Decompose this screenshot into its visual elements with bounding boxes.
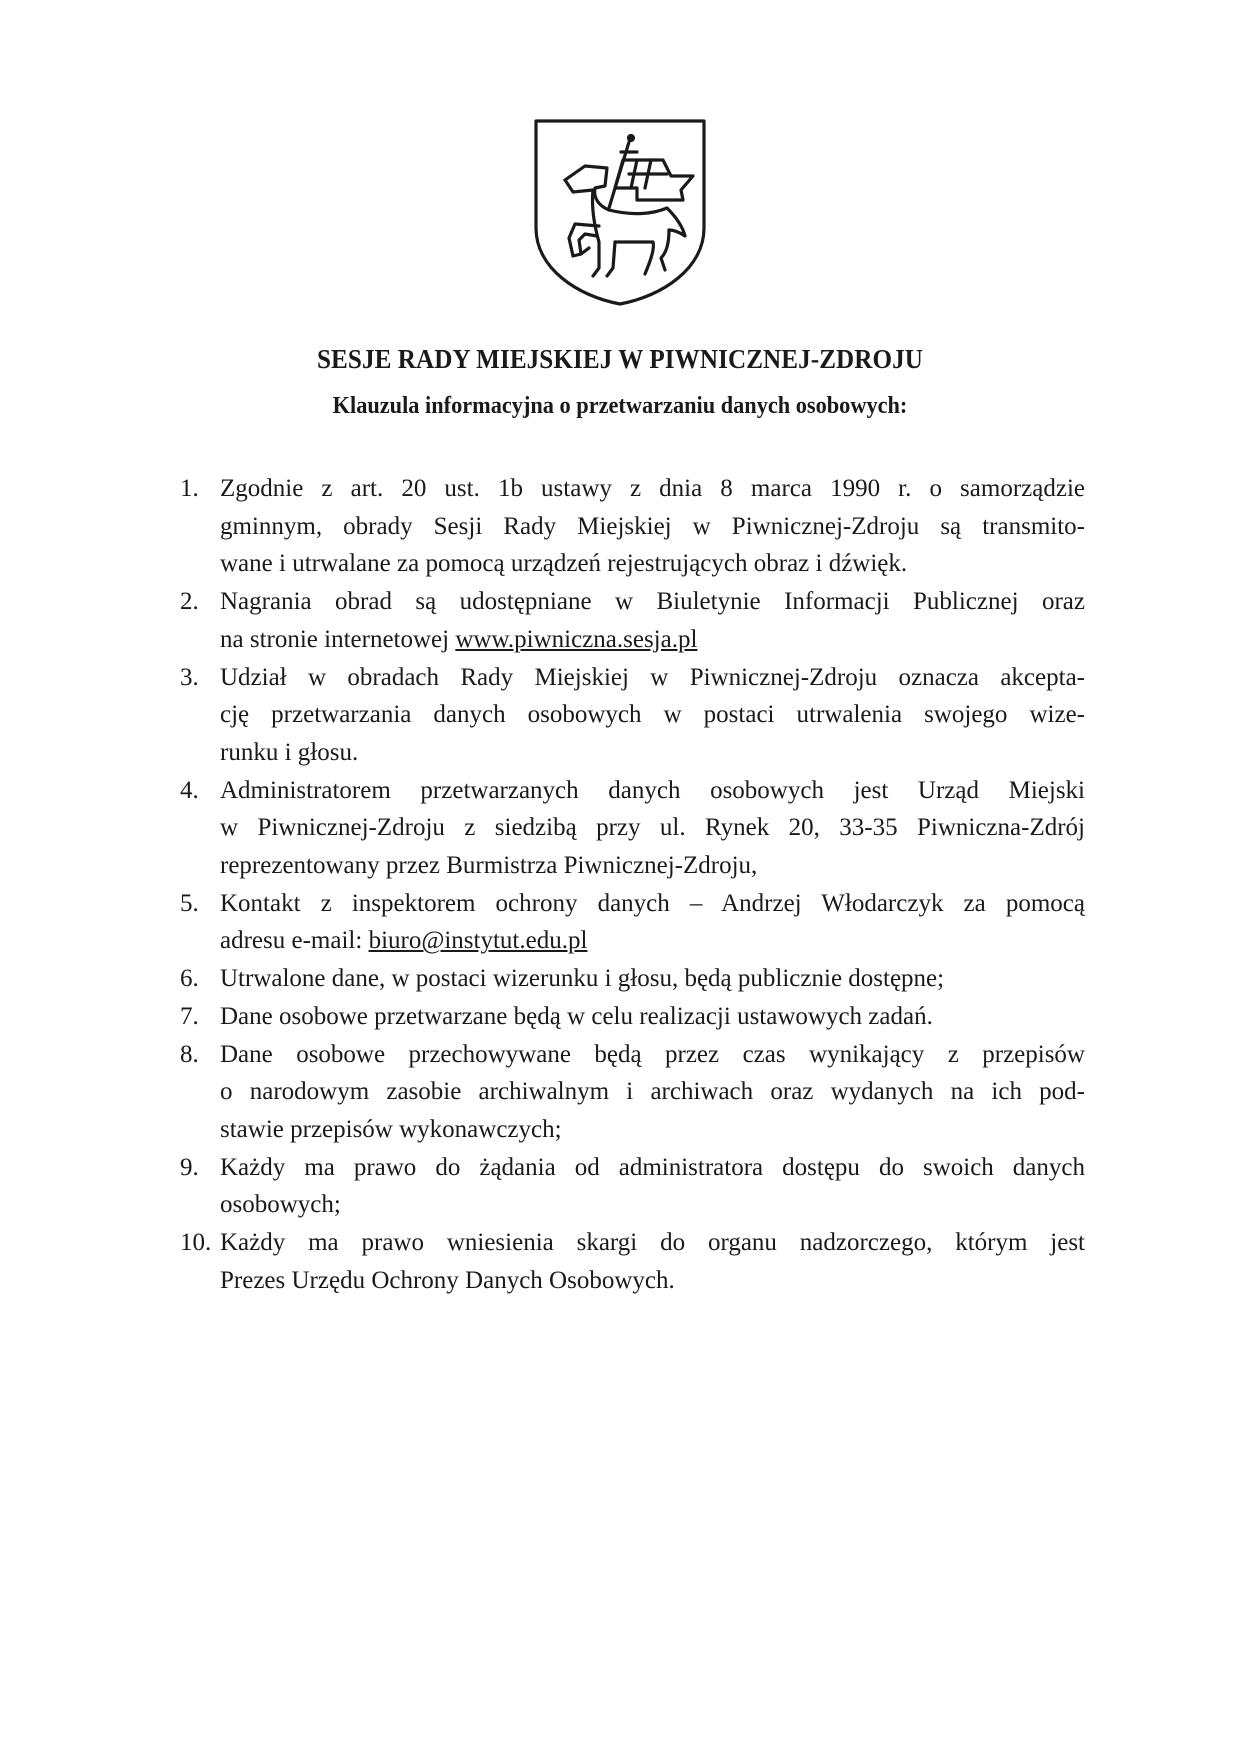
item-text-line: Utrwalone dane, w postaci wizerunku i głosu, będą publicznie dostępne; bbox=[220, 965, 945, 993]
item-number: 1. bbox=[180, 475, 199, 502]
item-text-line bbox=[220, 922, 1085, 960]
item-number: 8. bbox=[180, 1040, 199, 1068]
list-item bbox=[180, 659, 1085, 772]
item-text-line: w Piwnicznej-Zdroju z siedzibą przy ul. Rynek 20, 33-35 Piwniczna-Zdrój bbox=[220, 814, 1085, 842]
item-text: adresu e-mail: bbox=[220, 927, 369, 955]
list-item bbox=[180, 772, 1085, 885]
item-text-line: Kontakt z inspektorem ochrony danych – Andrzej Włodarczyk za pomocą bbox=[220, 889, 1085, 917]
document-subtitle: Klauzula informacyjna o przetwarzaniu danych osobowych: bbox=[332, 393, 908, 419]
item-number: 9. bbox=[180, 1153, 199, 1181]
item-number: 2. bbox=[180, 588, 199, 616]
list-item bbox=[180, 470, 1085, 583]
item-text-line: Nagrania obrad są udostępniane w Biuletynie Informacji Publicznej oraz bbox=[220, 588, 1085, 616]
document-title: SESJE RADY MIEJSKIEJ W PIWNICZNEJ-ZDROJU bbox=[316, 344, 924, 374]
item-text-line: Udział w obradach Rady Miejskiej w Piwnicznej-Zdroju oznacza akcepta- bbox=[220, 663, 1085, 691]
item-number: 7. bbox=[180, 1002, 199, 1030]
item-text-line: Dane osobowe przechowywane będą przez czas wynikający z przepisów bbox=[220, 1040, 1085, 1068]
item-number: 6. bbox=[180, 965, 199, 993]
item-text-line: osobowych; bbox=[220, 1191, 341, 1219]
website-link[interactable]: www.piwniczna.sesja.pl bbox=[455, 625, 698, 653]
list-item bbox=[180, 998, 1085, 1036]
item-text-line: o narodowym zasobie archiwalnym i archiwach oraz wydanych na ich pod- bbox=[220, 1078, 1085, 1106]
item-text-line: Zgodnie z art. 20 ust. 1b ustawy z dnia 8 marca 1990 r. o samorządzie bbox=[220, 475, 1085, 502]
coat-of-arms-icon bbox=[533, 118, 707, 306]
information-clause-list bbox=[180, 470, 1085, 1299]
email-link[interactable]: biuro@instytut.edu.pl bbox=[368, 927, 588, 955]
item-text-line: Dane osobowe przetwarzane będą w celu realizacji ustawowych zadań. bbox=[220, 1002, 933, 1030]
list-item bbox=[180, 583, 1085, 658]
list-item bbox=[180, 1036, 1085, 1149]
list-item bbox=[180, 960, 1085, 998]
item-text-line bbox=[220, 621, 1085, 659]
list-item bbox=[180, 885, 1085, 960]
item-text-line: Każdy ma prawo do żądania od administratora dostępu do swoich danych bbox=[220, 1153, 1085, 1181]
item-text-line: gminnym, obrady Sesji Rady Miejskiej w Piwnicznej-Zdroju są transmito- bbox=[220, 512, 1085, 540]
item-number: 3. bbox=[180, 663, 199, 691]
list-item bbox=[180, 1149, 1085, 1224]
item-text: na stronie internetowej bbox=[220, 625, 456, 653]
item-text-line: reprezentowany przez Burmistrza Piwnicznej-Zdroju, bbox=[220, 852, 758, 880]
item-text-line: wane i utrwalane za pomocą urządzeń rejestrujących obraz i dźwięk. bbox=[220, 550, 908, 578]
item-text-line: Administratorem przetwarzanych danych osobowych jest Urząd Miejski bbox=[220, 776, 1085, 804]
item-text-line: runku i głosu. bbox=[220, 738, 359, 766]
item-number: 10. bbox=[180, 1229, 212, 1257]
item-text-line: Prezes Urzędu Ochrony Danych Osobowych. bbox=[220, 1266, 675, 1294]
item-number: 4. bbox=[180, 776, 199, 804]
item-text-line: Każdy ma prawo wniesienia skargi do organu nadzorczego, którym jest bbox=[220, 1229, 1085, 1257]
list-item bbox=[180, 1224, 1085, 1299]
item-number: 5. bbox=[180, 889, 199, 917]
item-text-line: stawie przepisów wykonawczych; bbox=[220, 1115, 562, 1143]
item-text-line: cję przetwarzania danych osobowych w postaci utrwalenia swojego wize- bbox=[220, 701, 1085, 729]
